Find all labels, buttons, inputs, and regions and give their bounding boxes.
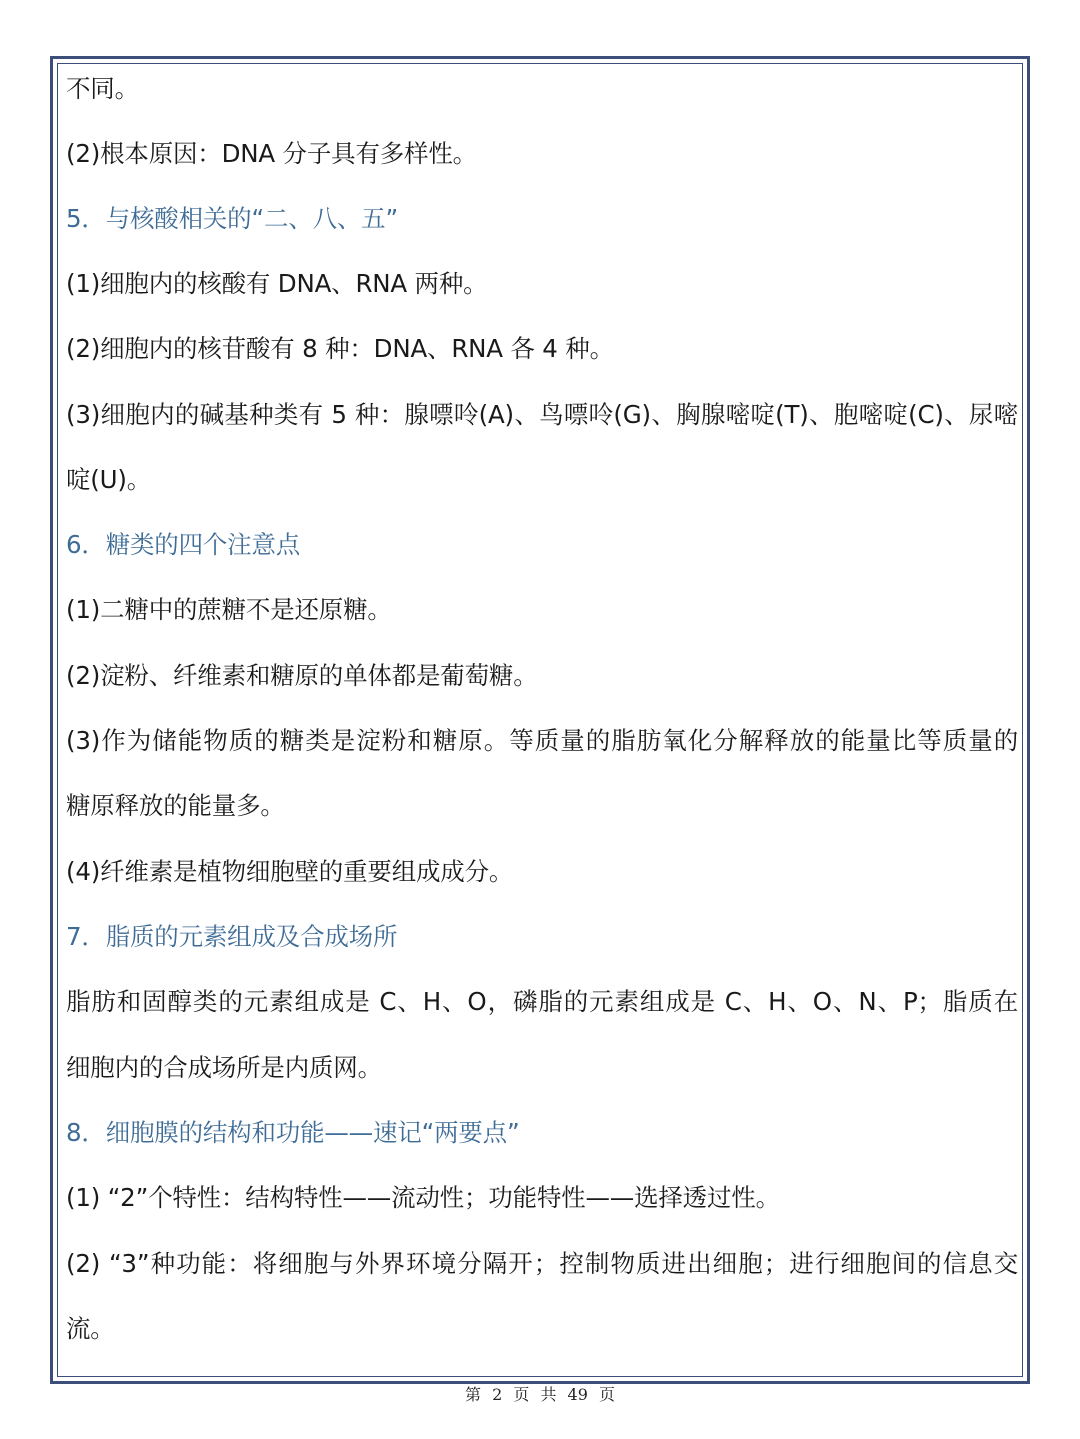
- text-line-9: (1)二糖中的蔗糖不是还原糖。: [66, 595, 392, 624]
- text-line-5: (2)细胞内的核苷酸有 8 种：DNA、RNA 各 4 种。: [66, 334, 614, 363]
- text-line-19: (2) “3”种功能：将细胞与外界环境分隔开；控制物质进出细胞；进行细胞间的信息交: [66, 1249, 1018, 1278]
- document-body: [66, 56, 1018, 1374]
- text-line-13: (4)纤维素是植物细胞壁的重要组成成分。: [66, 857, 514, 886]
- text-line-15: 脂肪和固醇类的元素组成是 C、H、O，磷脂的元素组成是 C、H、O、N、P；脂质在: [66, 987, 1018, 1016]
- text-line-11: (3)作为储能物质的糖类是淀粉和糖原。等质量的脂肪氧化分解释放的能量比等质量的: [66, 726, 1018, 755]
- section-heading-7: 7．脂质的元素组成及合成场所: [66, 922, 398, 951]
- section-heading-5: 5．与核酸相关的“二、八、五”: [66, 204, 398, 233]
- text-line-6: (3)细胞内的碱基种类有 5 种：腺嘌呤(A)、鸟嘌呤(G)、胸腺嘧啶(T)、胞嘧啶(C)、尿嘧: [66, 400, 1018, 429]
- text-line-18: (1) “2”个特性：结构特性——流动性；功能特性——选择透过性。: [66, 1183, 780, 1212]
- text-line-2: (2)根本原因：DNA 分子具有多样性。: [66, 139, 477, 168]
- section-heading-8: 8．细胞膜的结构和功能——速记“两要点”: [66, 1118, 520, 1147]
- section-heading-6: 6．糖类的四个注意点: [66, 530, 301, 559]
- text-line-12: 糖原释放的能量多。: [66, 791, 285, 820]
- text-line-1: 不同。: [66, 74, 139, 103]
- page-number-footer: 第 2 页 共 49 页: [465, 1385, 615, 1404]
- text-line-10: (2)淀粉、纤维素和糖原的单体都是葡萄糖。: [66, 661, 538, 690]
- text-line-20: 流。: [66, 1314, 115, 1343]
- text-line-16: 细胞内的合成场所是内质网。: [66, 1053, 382, 1082]
- text-line-4: (1)细胞内的核酸有 DNA、RNA 两种。: [66, 269, 488, 298]
- text-line-7: 啶(U)。: [66, 465, 152, 494]
